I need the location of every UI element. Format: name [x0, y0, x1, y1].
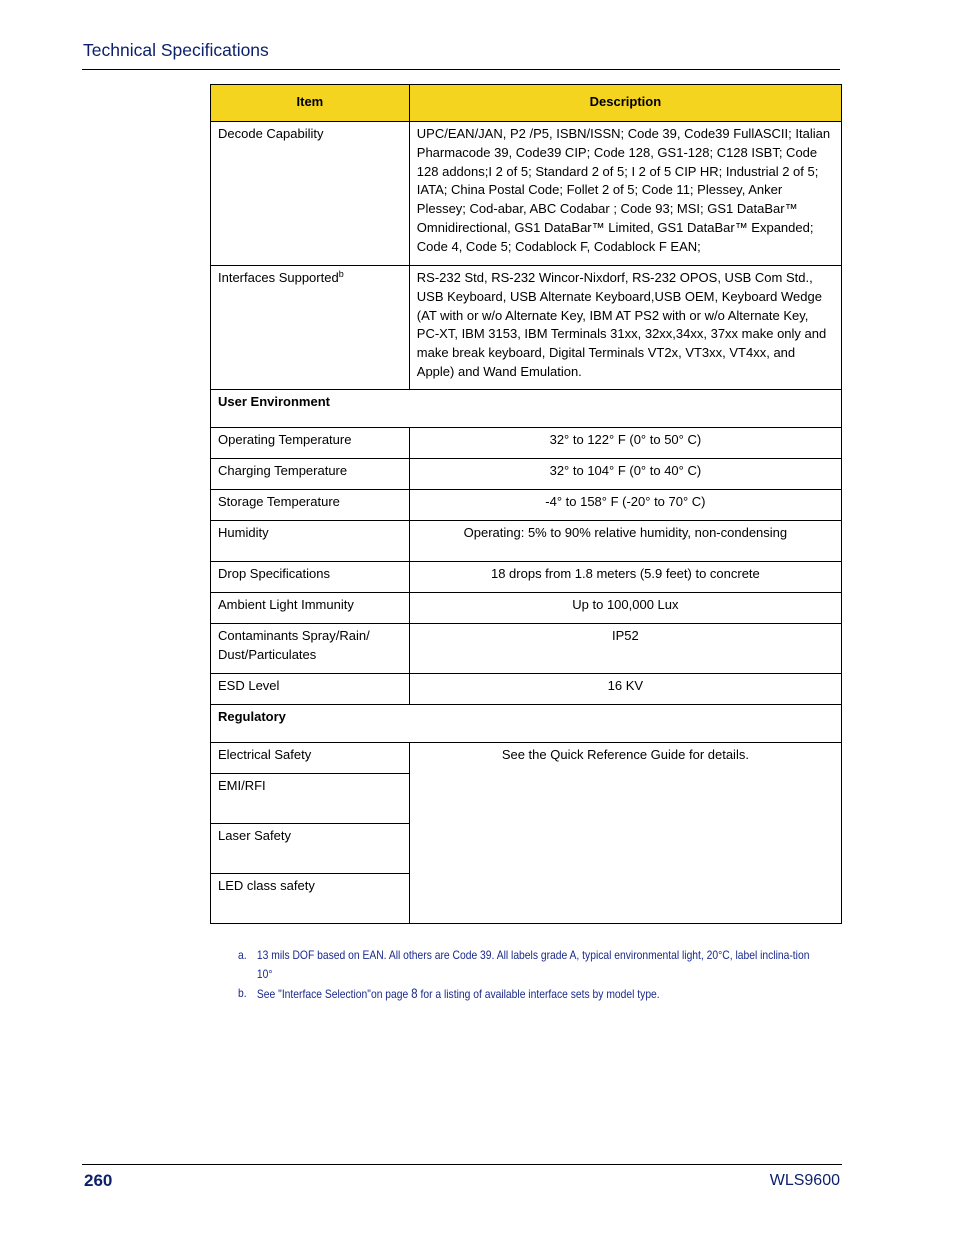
description-cell: Up to 100,000 Lux — [409, 593, 841, 624]
description-cell: RS-232 Std, RS-232 Wincor-Nixdorf, RS-232 OPOS, USB Com Std., USB Keyboard, USB Alternate Keyboard,USB OEM, Keyboard Wedge (AT with or w/o Alternate Key, IBM AT PS2 with or w/o Alternate Key, PC-XT, IBM 3153, IBM Terminals 31xx, 32xx,34xx, 37xx make only and make break keyboard, Digital Terminals VT2x, VT3xx, VT4xx, and Apple) and Wand Emulation. — [409, 266, 841, 390]
item-cell: Charging Temperature — [211, 459, 410, 490]
item-cell: Ambient Light Immunity — [211, 593, 410, 624]
regulatory-description-cell: See the Quick Reference Guide for details. — [409, 743, 841, 924]
footer-rule — [82, 1164, 842, 1165]
table-row — [211, 743, 842, 774]
item-cell: Laser Safety — [211, 824, 410, 874]
row-decode-capability — [211, 122, 842, 266]
row-interfaces-supported — [211, 266, 842, 390]
section-row-regulatory — [211, 705, 842, 743]
table-row — [211, 593, 842, 624]
description-cell: -4° to 158° F (-20° to 70° C) — [409, 490, 841, 521]
table-row — [211, 459, 842, 490]
footnote-label: a. — [238, 948, 247, 962]
description-cell: 18 drops from 1.8 meters (5.9 feet) to concrete — [409, 562, 841, 593]
item-cell: Humidity — [211, 521, 410, 562]
page-link[interactable]: 8 — [411, 986, 418, 1001]
section-row-user-environment — [211, 390, 842, 428]
table-row — [211, 674, 842, 705]
description-cell: 16 KV — [409, 674, 841, 705]
footnote-a — [238, 946, 825, 984]
description-cell: IP52 — [409, 624, 841, 674]
description-cell: 32° to 104° F (0° to 40° C) — [409, 459, 841, 490]
description-cell: UPC/EAN/JAN, P2 /P5, ISBN/ISSN; Code 39, Code39 FullASCII; Italian Pharmacode 39, Code39 CIP; Code 128, GS1-128; C128 ISBT; Code 128 addons;I 2 of 5; Standard 2 of 5; I 2 of 5 CIP HR; Industrial 2 of 5; IATA; China Postal Code; Follet 2 of 5; Code 11; Plessey, Anker Plessey; Cod-abar, ABC Codabar ; Code 93; MSI; GS1 DataBar™ Omnidirectional, GS1 DataBar™ Limited, GS1 DataBar™ Expanded; Code 4, Code 5; Codablock F, Codablock F EAN; — [409, 122, 841, 266]
spec-table — [210, 84, 842, 924]
footnote-label: b. — [238, 986, 247, 1000]
item-cell: Storage Temperature — [211, 490, 410, 521]
item-cell: Operating Temperature — [211, 428, 410, 459]
product-name: WLS9600 — [769, 1172, 840, 1189]
item-cell: Drop Specifications — [211, 562, 410, 593]
section-title: Regulatory — [211, 705, 842, 743]
table-row — [211, 521, 842, 562]
running-header-title: Technical Specifications — [83, 40, 269, 60]
section-title: User Environment — [211, 390, 842, 428]
item-cell — [211, 266, 410, 390]
footnote-text-after: for a listing of available interface sets by model type. — [417, 987, 660, 1001]
header-rule — [82, 69, 840, 70]
description-cell: 32° to 122° F (0° to 50° C) — [409, 428, 841, 459]
table-row — [211, 490, 842, 521]
col-header-description: Description — [409, 85, 841, 122]
item-cell: Decode Capability — [211, 122, 410, 266]
table-header-row — [211, 85, 842, 122]
footnote-text: 13 mils DOF based on EAN. All others are Code 39. All labels grade A, typical environmental light, 20°C, label inclina-tion 10° — [256, 948, 810, 981]
item-cell: Contaminants Spray/Rain/ Dust/Particulates — [211, 624, 410, 674]
footnotes — [238, 946, 810, 1004]
item-cell: Electrical Safety — [211, 743, 410, 774]
footnote-text-before: See "Interface Selection"on page — [256, 987, 412, 1001]
footnote-ref-b[interactable]: b — [338, 269, 344, 279]
table-row — [211, 428, 842, 459]
footnote-b — [238, 984, 825, 1004]
item-label: Interfaces Supported — [218, 270, 339, 285]
table-row — [211, 562, 842, 593]
item-cell: ESD Level — [211, 674, 410, 705]
description-cell: Operating: 5% to 90% relative humidity, non-condensing — [409, 521, 841, 562]
page-number: 260 — [84, 1171, 113, 1190]
col-header-item: Item — [211, 85, 410, 122]
item-cell: LED class safety — [211, 874, 410, 924]
item-cell: EMI/RFI — [211, 774, 410, 824]
table-row — [211, 624, 842, 674]
